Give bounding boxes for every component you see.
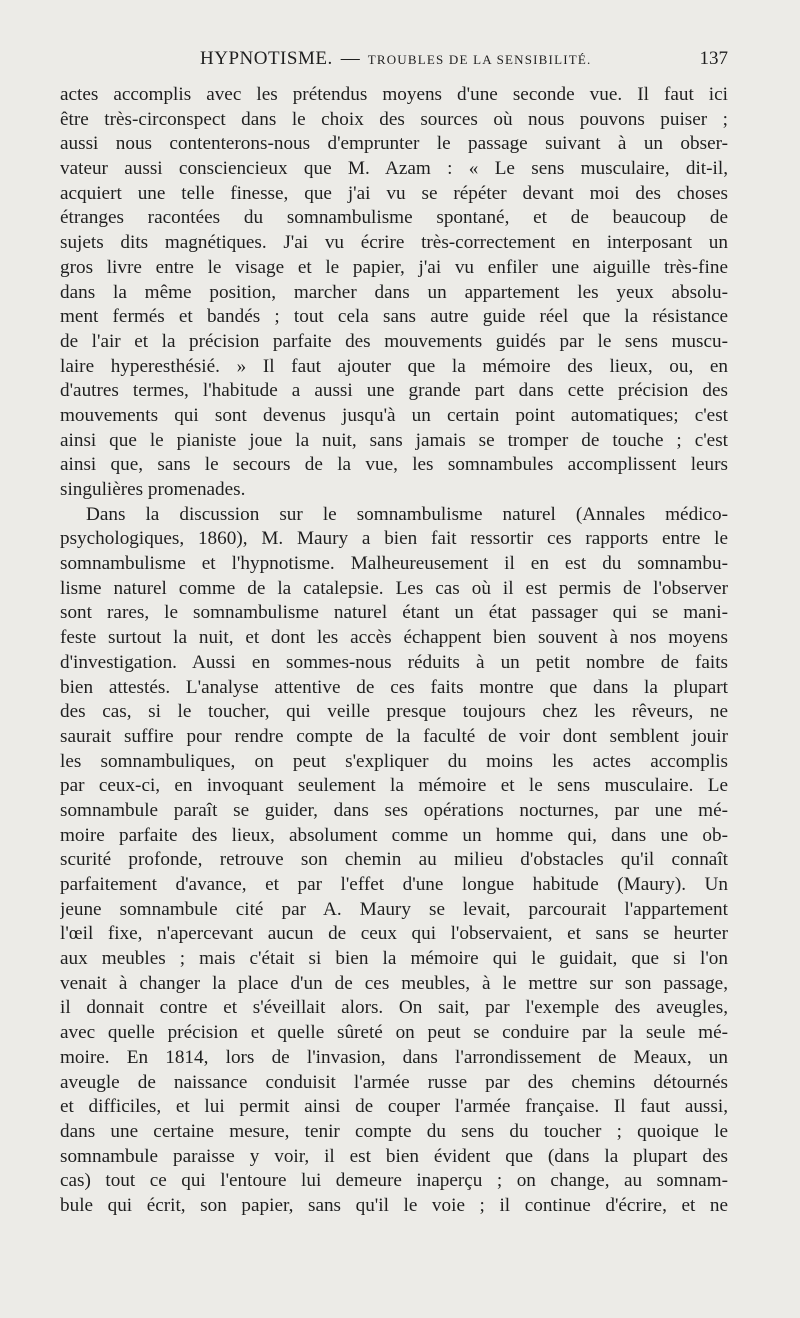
text-line: ment fermés et bandés ; tout cela sans autre guide réel que la résistance [60, 306, 728, 328]
text-line: sont rares, le somnambulisme naturel étant un état passager qui se mani- [60, 602, 728, 624]
text-line: somnambulisme et l'hypnotisme. Malheureusement il en est du somnambu- [60, 553, 728, 575]
text-line: des cas, si le toucher, qui veille presque toujours chez les rêveurs, ne [60, 701, 728, 723]
text-line: aussi nous contenterons-nous d'emprunter le passage suivant à un obser- [60, 133, 728, 155]
text-line: dans la même position, marcher dans un appartement les yeux absolu- [60, 281, 728, 303]
text-line: moire parfaite des lieux, absolument comme un homme qui, dans une ob- [60, 824, 728, 846]
text-line: cas) tout ce qui l'entoure lui demeure inaperçu ; on change, au somnam- [60, 1170, 728, 1192]
header-dash: — [340, 48, 360, 69]
text-line: venait à changer la place d'un de ces meubles, à le mettre sur son passage, [60, 972, 728, 994]
text-line: feste surtout la nuit, et dont les accès échappent bien souvent à nos moyens [60, 627, 728, 649]
text-line: être très-circonspect dans le choix des sources où nous pouvons puiser ; [60, 108, 728, 130]
text-line: somnambule paraisse y voir, il est bien évident que (dans la plupart des [60, 1145, 728, 1167]
text-line: les somnambuliques, on peut s'expliquer du moins les actes accomplis [60, 750, 728, 772]
text-line: d'investigation. Aussi en sommes-nous réduits à un petit nombre de faits [60, 651, 728, 673]
text-line: ainsi que, sans le secours de la vue, les somnambules accomplissent leurs [60, 454, 728, 476]
text-line: l'œil fixe, n'apercevant aucun de ceux qui l'observaient, et sans se heurter [60, 923, 728, 945]
text-line: par ceux-ci, en invoquant seulement la mémoire et le sens musculaire. Le [60, 775, 728, 797]
text-line: et difficiles, et lui permit ainsi de couper l'armée française. Il faut aussi, [60, 1096, 728, 1118]
text-line: ainsi que le pianiste joue la nuit, sans jamais se tromper de touche ; c'est [60, 429, 728, 451]
text-line: actes accomplis avec les prétendus moyens d'une seconde vue. Il faut ici [60, 84, 728, 105]
running-header [60, 48, 728, 76]
text-line: d'autres termes, l'habitude a aussi une grande part dans cette précision des [60, 380, 728, 402]
text-line: gros livre entre le visage et le papier, j'ai vu enfiler une aiguille très-fine [60, 256, 728, 278]
text-line: dans une certaine mesure, tenir compte du sens du toucher ; quoique le [60, 1120, 728, 1142]
text-line: singulières promenades. [60, 479, 246, 500]
page-number: 137 [699, 48, 728, 69]
text-line: avec quelle précision et quelle sûreté on peut se conduire par la seule mé- [60, 1022, 728, 1044]
text-line: bien attestés. L'analyse attentive de ces faits montre que dans la plupart [60, 676, 728, 698]
text-line: parfaitement d'avance, et par l'effet d'une longue habitude (Maury). Un [60, 874, 728, 895]
text-line: moire. En 1814, lors de l'invasion, dans l'arrondissement de Meaux, un [60, 1046, 728, 1068]
text-line: aux meubles ; mais c'était si bien la mémoire qui le guidait, que si l'on [60, 948, 728, 970]
running-title: HYPNOTISME. [200, 48, 333, 69]
text-line: laire hyperesthésié. » Il faut ajouter que la mémoire des lieux, ou, en [60, 355, 728, 377]
body-text [60, 83, 728, 1219]
text-line: bule qui écrit, son papier, sans qu'il le voie ; il continue d'écrire, et ne [60, 1194, 728, 1216]
text-line: vateur aussi consciencieux que M. Azam : « Le sens musculaire, dit-il, [60, 158, 728, 180]
text-line: mouvements qui sont devenus jusqu'à un certain point automatiques; c'est [60, 404, 728, 426]
text-line: psychologiques, 1860), M. Maury a bien fait ressortir ces rapports entre le [60, 528, 728, 550]
text-line: acquiert une telle finesse, que j'ai vu se répéter devant moi des choses [60, 182, 728, 204]
text-line: jeune somnambule cité par A. Maury se levait, parcourait l'appartement [60, 898, 728, 920]
text-line: lisme naturel comme de la catalepsie. Les cas où il est permis de l'observer [60, 577, 728, 599]
text-line: de l'air et la précision parfaite des mouvements guidés par le sens muscu- [60, 330, 728, 352]
text-line: étranges racontées du somnambulisme spontané, et de beaucoup de [60, 207, 728, 229]
text-line: saurait suffire pour rendre compte de la faculté de voir dont semblent jouir [60, 725, 728, 747]
text-line: aveugle de naissance conduisit l'armée russe par des chemins détournés [60, 1071, 728, 1093]
text-line: somnambule paraît se guider, dans ses opérations nocturnes, par une mé- [60, 799, 728, 821]
text-line: sujets dits magnétiques. J'ai vu écrire très-correctement en interposant un [60, 232, 728, 254]
running-subtitle: TROUBLES DE LA SENSIBILITÉ. [367, 52, 592, 67]
text-line: Dans la discussion sur le somnambulisme naturel (Annales médico- [86, 503, 728, 525]
text-line: scurité profonde, retrouve son chemin au milieu d'obstacles qu'il connaît [60, 849, 728, 871]
text-line: il donnait contre et s'éveillait alors. On sait, par l'exemple des aveugles, [60, 997, 728, 1019]
